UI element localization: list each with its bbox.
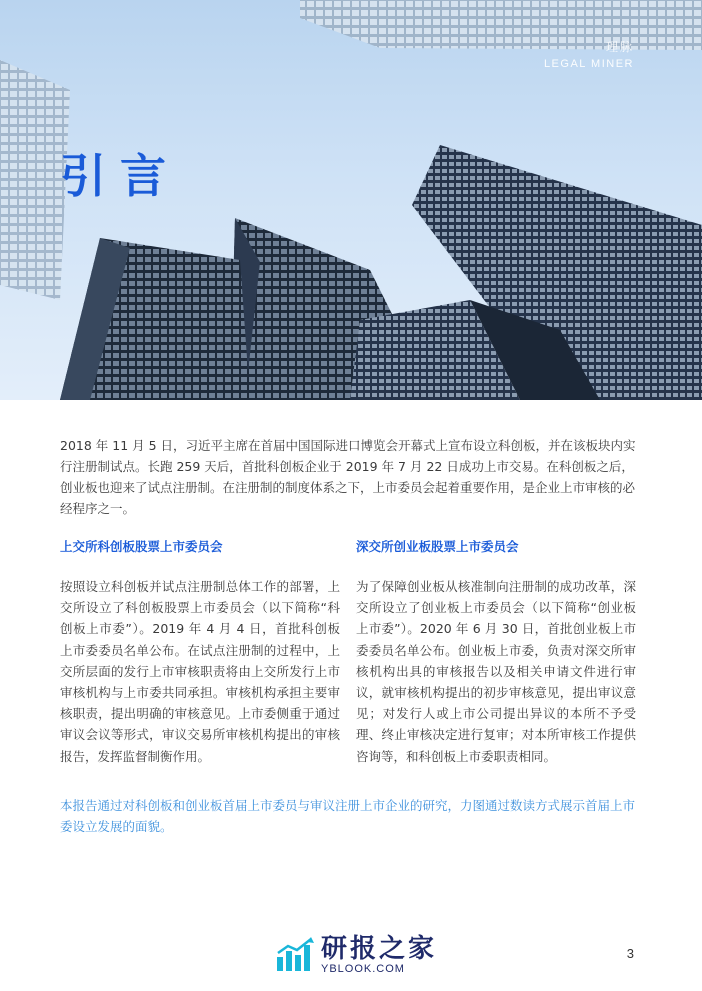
- logo-text-cn: 研报之家: [321, 934, 438, 964]
- logo-text-en: YBLOOK.COM: [321, 963, 405, 975]
- szse-committee-body: 为了保障创业板从核准制向注册制的成功改革，深交所设立了创业板上市委员会（以下简称“创业板上市委”）。2020 年 6 月 30 日，首批创业板上市委委员名单公布。创业板上市委，负责对深交所审核机构出具的审核报告以及相关申请文件进行审议，就审核机构提出的初步审核意见，提出审议意见；对发行人或上市公司提出异议的本所不予受理、终止审核决定进行复审；对本所审核工作提供咨询等，和科创板上市委职责相同。: [356, 579, 636, 764]
- brand-mark: [544, 38, 634, 70]
- szse-committee-heading: 深交所创业板股票上市委员会: [356, 539, 519, 554]
- page-title: 引言: [60, 149, 180, 203]
- sse-committee-section: [60, 538, 340, 767]
- page-number: 3: [626, 946, 634, 961]
- bar-chart-logo-icon: [275, 937, 315, 973]
- summary-paragraph: 本报告通过对科创板和创业板首届上市委员与审议注册上市企业的研究，力图通过数读方式展示首届上市委设立发展的面貌。: [60, 798, 636, 834]
- intro-paragraph: 2018 年 11 月 5 日，习近平主席在首届中国国际进口博览会开幕式上宣布设立科创板，并在该板块内实行注册制试点。长跑 259 天后，首批科创板企业于 2019 年 7 月 22 日成功上市交易。在科创板之后，创业板也迎来了试点注册制。在注册制的制度体系之下，上市委员会起着重要作用，是企业上市审核的必经程序之一。: [60, 438, 636, 516]
- footer-logo: [275, 935, 437, 975]
- sse-committee-body: 按照设立科创板并试点注册制总体工作的部署，上交所设立了科创板股票上市委员会（以下简称“科创板上市委”）。2019 年 4 月 4 日，首批科创板上市委委员名单公布。在试点注册制的过程中，上交所层面的发行上市审核职责将由上交所发行上市审核机构与上市委共同承担。审核机构承担主要审核职责，提出明确的审核意见。上市委侧重于通过审议会议等形式，审议交易所审核机构提出的审核报告，发挥监督制衡作用。: [60, 579, 340, 764]
- brand-name-cn: 理脉: [605, 40, 634, 54]
- szse-committee-section: [356, 538, 636, 767]
- sse-committee-heading: 上交所科创板股票上市委员会: [60, 539, 223, 554]
- brand-name-en: LEGAL MINER: [543, 58, 634, 70]
